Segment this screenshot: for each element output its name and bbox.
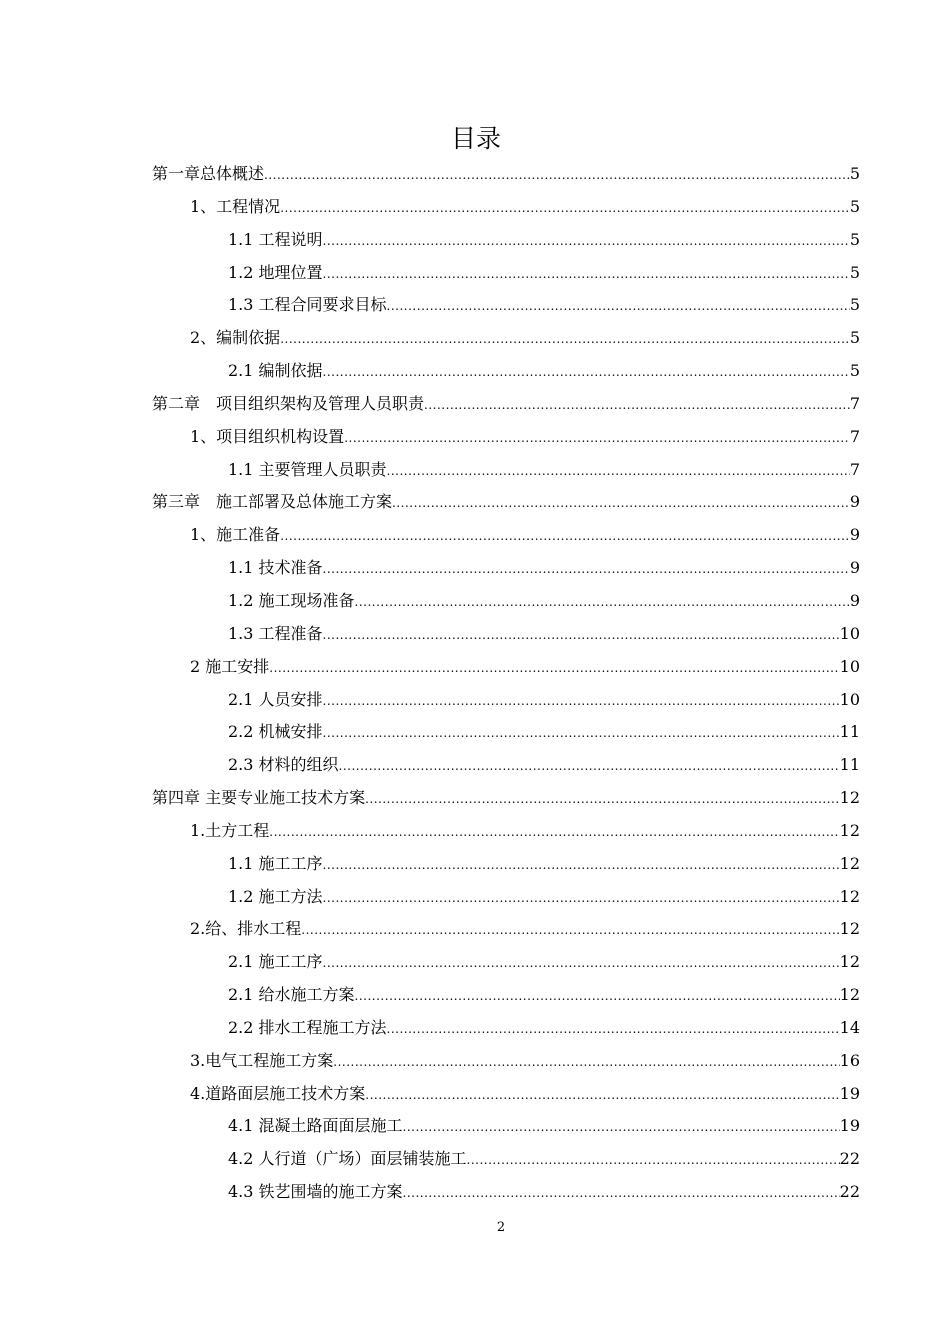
toc-entry-page: 5 xyxy=(849,229,860,249)
toc-entry[interactable] xyxy=(152,979,860,1012)
toc-entry-page: 12 xyxy=(839,853,860,873)
toc-entry[interactable] xyxy=(152,1143,860,1176)
toc-entry-title: 2.2 机械安排 xyxy=(228,722,323,742)
toc-entry-title: 1.1 技术准备 xyxy=(228,558,323,578)
toc-entry-title: 3.电气工程施工方案 xyxy=(190,1050,334,1070)
toc-entry[interactable] xyxy=(152,224,860,257)
toc-entry-title: 4.2 人行道（广场）面层铺装施工 xyxy=(228,1149,467,1169)
toc-entry[interactable] xyxy=(152,1176,860,1209)
page-number: 2 xyxy=(496,1220,506,1235)
toc-entry[interactable] xyxy=(152,716,860,749)
toc-entry-title: 第一章总体概述 xyxy=(152,164,265,183)
toc-entry-title: 4.3 铁艺围墙的施工方案 xyxy=(228,1182,403,1202)
toc-dot-leader xyxy=(365,1079,839,1112)
toc-entry[interactable] xyxy=(152,684,860,717)
toc-entry-page: 9 xyxy=(849,590,860,610)
toc-dot-leader xyxy=(355,586,850,619)
toc-dot-leader xyxy=(323,882,840,915)
toc-entry-title: 1.3 工程合同要求目标 xyxy=(228,295,387,315)
toc-entry-page: 12 xyxy=(839,886,860,906)
toc-dot-leader xyxy=(467,1144,840,1177)
toc-entry-page: 5 xyxy=(849,164,860,183)
toc-entry-title: 2.3 材料的组织 xyxy=(228,755,339,775)
toc-entry-page: 10 xyxy=(839,656,860,676)
toc-dot-leader xyxy=(301,914,839,947)
toc-dot-leader xyxy=(280,323,850,356)
toc-entry-title: 第二章 项目组织架构及管理人员职责 xyxy=(152,393,425,413)
toc-entry-page: 16 xyxy=(839,1050,860,1070)
toc-dot-leader xyxy=(403,1111,840,1144)
toc-dot-leader xyxy=(387,455,850,488)
toc-dot-leader xyxy=(323,258,850,291)
toc-entry-page: 5 xyxy=(849,361,860,381)
toc-entry-page: 22 xyxy=(839,1182,860,1202)
toc-entry-page: 7 xyxy=(849,459,860,479)
toc-entry-page: 10 xyxy=(839,689,860,709)
toc-entry-title: 1.2 施工现场准备 xyxy=(228,590,355,610)
toc-dot-leader xyxy=(269,652,839,685)
toc-entry-page: 7 xyxy=(849,426,860,446)
toc-entry[interactable] xyxy=(152,881,860,914)
toc-entry[interactable] xyxy=(152,585,860,618)
toc-entry-page: 9 xyxy=(849,492,860,512)
toc-entry-title: 2.1 施工工序 xyxy=(228,952,323,972)
toc-entry-page: 12 xyxy=(839,985,860,1005)
toc-entry-title: 1.2 施工方法 xyxy=(228,886,323,906)
table-of-contents xyxy=(152,158,860,1209)
toc-entry[interactable] xyxy=(152,651,860,684)
toc-entry-page: 11 xyxy=(839,722,860,742)
toc-dot-leader xyxy=(344,422,850,455)
toc-entry[interactable] xyxy=(152,1078,860,1111)
toc-dot-leader xyxy=(403,1177,840,1210)
toc-title: 目录 xyxy=(450,124,501,153)
toc-entry-page: 12 xyxy=(839,788,860,808)
toc-entry-page: 5 xyxy=(849,328,860,348)
toc-dot-leader xyxy=(333,1046,839,1079)
toc-dot-leader xyxy=(323,619,840,652)
toc-entry[interactable] xyxy=(152,421,860,454)
toc-entry-title: 1、项目组织机构设置 xyxy=(190,426,345,446)
toc-entry[interactable] xyxy=(152,1045,860,1078)
toc-entry-page: 5 xyxy=(849,295,860,315)
toc-dot-leader xyxy=(323,225,850,258)
toc-entry[interactable] xyxy=(152,454,860,487)
toc-entry[interactable] xyxy=(152,257,860,290)
toc-entry[interactable] xyxy=(152,322,860,355)
toc-entry-title: 1.2 地理位置 xyxy=(228,262,323,282)
toc-entry[interactable] xyxy=(152,1012,860,1045)
toc-dot-leader xyxy=(339,750,840,783)
toc-entry[interactable] xyxy=(152,519,860,552)
toc-entry-title: 第三章 施工部署及总体施工方案 xyxy=(152,492,393,512)
toc-dot-leader xyxy=(269,816,839,849)
toc-entry-title: 1.3 工程准备 xyxy=(228,623,323,643)
toc-entry-title: 1.1 施工工序 xyxy=(228,853,323,873)
toc-dot-leader xyxy=(280,192,850,225)
toc-entry[interactable] xyxy=(152,848,860,881)
toc-entry[interactable] xyxy=(152,355,860,388)
toc-entry-page: 19 xyxy=(839,1116,860,1136)
toc-dot-leader xyxy=(323,685,840,718)
toc-dot-leader xyxy=(323,947,840,980)
toc-entry-page: 12 xyxy=(839,919,860,939)
toc-entry[interactable] xyxy=(152,388,860,421)
toc-entry-title: 1、工程情况 xyxy=(190,196,281,216)
toc-entry-title: 2.2 排水工程施工方法 xyxy=(228,1017,387,1037)
toc-entry-page: 9 xyxy=(849,525,860,545)
toc-dot-leader xyxy=(387,1013,840,1046)
toc-entry-title: 1.1 主要管理人员职责 xyxy=(228,459,387,479)
toc-entry[interactable] xyxy=(152,191,860,224)
toc-entry-title: 1、施工准备 xyxy=(190,525,281,545)
toc-dot-leader xyxy=(387,290,850,323)
toc-dot-leader xyxy=(355,980,840,1013)
toc-dot-leader xyxy=(264,159,850,192)
toc-entry-title: 2、编制依据 xyxy=(190,328,281,348)
toc-entry[interactable] xyxy=(152,618,860,651)
toc-entry-page: 12 xyxy=(839,952,860,972)
toc-entry[interactable] xyxy=(152,158,860,191)
toc-entry-page: 7 xyxy=(849,393,860,413)
toc-dot-leader xyxy=(392,487,850,520)
toc-entry-title: 4.道路面层施工技术方案 xyxy=(190,1083,366,1103)
toc-entry[interactable] xyxy=(152,486,860,519)
toc-dot-leader xyxy=(323,849,840,882)
toc-entry-title: 2 施工安排 xyxy=(190,656,270,676)
toc-entry[interactable] xyxy=(152,749,860,782)
toc-entry-title: 1.土方工程 xyxy=(190,820,270,840)
toc-dot-leader xyxy=(424,389,850,422)
toc-entry[interactable] xyxy=(152,289,860,322)
toc-entry[interactable] xyxy=(152,913,860,946)
toc-entry-page: 11 xyxy=(839,755,860,775)
toc-entry-page: 5 xyxy=(849,262,860,282)
toc-entry-title: 2.给、排水工程 xyxy=(190,919,302,939)
toc-entry-title: 第四章 主要专业施工技术方案 xyxy=(152,788,366,808)
toc-entry-page: 12 xyxy=(839,820,860,840)
toc-entry-page: 14 xyxy=(839,1017,860,1037)
toc-dot-leader xyxy=(323,356,850,389)
toc-entry[interactable] xyxy=(152,782,860,815)
toc-entry-page: 5 xyxy=(849,196,860,216)
toc-entry-title: 1.1 工程说明 xyxy=(228,229,323,249)
toc-dot-leader xyxy=(323,717,840,750)
toc-dot-leader xyxy=(323,553,850,586)
toc-entry[interactable] xyxy=(152,1110,860,1143)
toc-entry-title: 4.1 混凝土路面面层施工 xyxy=(228,1116,403,1136)
toc-entry[interactable] xyxy=(152,815,860,848)
toc-entry[interactable] xyxy=(152,946,860,979)
toc-entry-page: 22 xyxy=(839,1149,860,1169)
toc-entry-title: 2.1 给水施工方案 xyxy=(228,985,355,1005)
toc-dot-leader xyxy=(365,783,840,816)
toc-entry-title: 2.1 人员安排 xyxy=(228,689,323,709)
toc-entry[interactable] xyxy=(152,552,860,585)
toc-dot-leader xyxy=(280,520,850,553)
toc-entry-page: 9 xyxy=(849,558,860,578)
toc-entry-page: 19 xyxy=(839,1083,860,1103)
toc-entry-title: 2.1 编制依据 xyxy=(228,361,323,381)
toc-entry-page: 10 xyxy=(839,623,860,643)
